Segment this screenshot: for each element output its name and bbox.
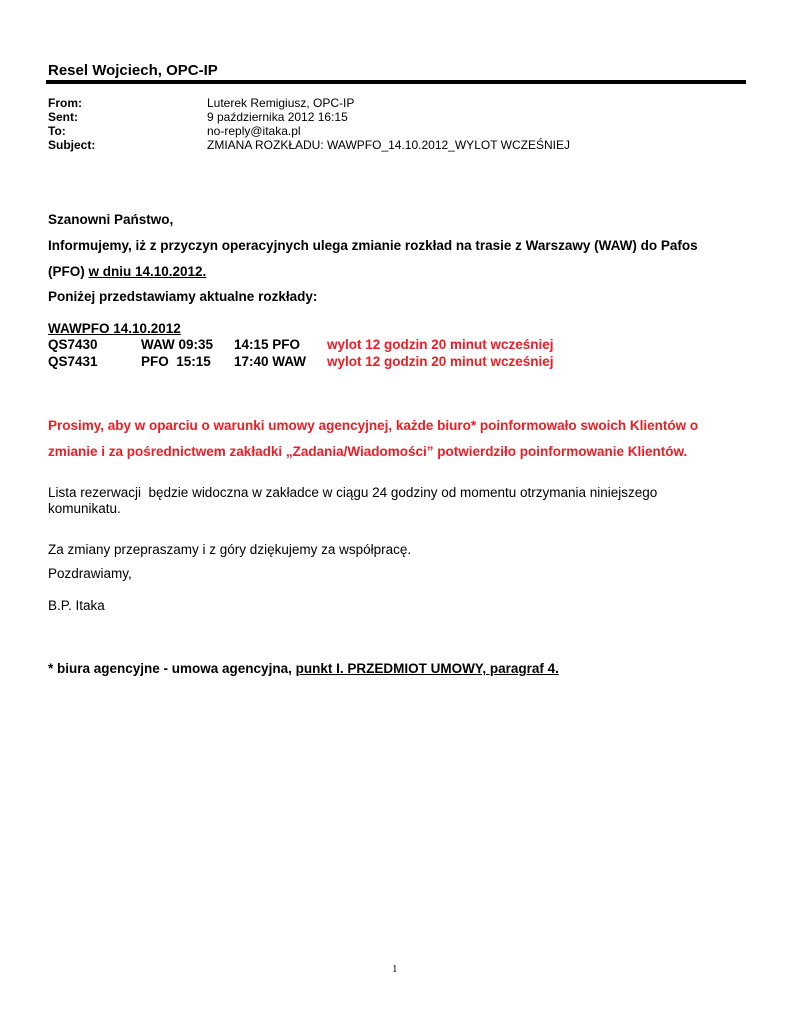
intro-date-underlined: w dniu 14.10.2012. <box>88 264 207 279</box>
current-schedules-heading: Poniżej przedstawiamy aktualne rozkłady: <box>48 289 318 304</box>
flight-arrival: 17:40 WAW <box>234 354 307 369</box>
footnote-prefix: * biura agencyjne - umowa agencyjna, <box>48 661 296 676</box>
apology-text: Za zmiany przepraszamy i z góry dziękujemy za współpracę. <box>48 542 412 557</box>
request-line-2: zmianie i za pośrednictwem zakładki „Zadania/Wiadomości” potwierdziło poinformowanie Klientów. <box>48 444 688 459</box>
signature: B.P. Itaka <box>48 598 105 613</box>
to-label: To: <box>48 124 66 138</box>
flight-arrival: 14:15 PFO <box>234 337 301 352</box>
footnote <box>48 661 559 676</box>
flight-note: wylot 12 godzin 20 minut wcześniej <box>327 354 554 369</box>
flight-note: wylot 12 godzin 20 minut wcześniej <box>327 337 554 352</box>
flight-departure: WAW 09:35 <box>141 337 214 352</box>
mailbox-owner-title: Resel Wojciech, OPC-IP <box>48 62 218 79</box>
flight-departure: PFO 15:15 <box>141 354 211 369</box>
intro-line-1: Informujemy, iż z przyczyn operacyjnych ulega zmianie rozkład na trasie z Warszawy (WAW) do Pafos <box>48 238 698 253</box>
flight-code: QS7431 <box>48 354 98 369</box>
intro-line-2-prefix: (PFO) <box>48 264 89 279</box>
subject-value: ZMIANA ROZKŁADU: WAWPFO_14.10.2012_WYLOT WCZEŚNIEJ <box>207 138 570 152</box>
list-info-line-1: Lista rezerwacji będzie widoczna w zakładce w ciągu 24 godziny od momentu otrzymania niniejszego <box>48 485 658 500</box>
from-value: Luterek Remigiusz, OPC-IP <box>207 96 355 110</box>
from-label: From: <box>48 96 82 110</box>
sent-label: Sent: <box>48 110 78 124</box>
request-line-1: Prosimy, aby w oparciu o warunki umowy agencyjnej, każde biuro* poinformowało swoich Klientów o <box>48 418 699 433</box>
intro-line-2 <box>48 264 206 279</box>
route-heading: WAWPFO 14.10.2012 <box>48 321 181 336</box>
header-divider <box>46 80 746 84</box>
flight-code: QS7430 <box>48 337 98 352</box>
to-value[interactable]: no-reply@itaka.pl <box>207 124 301 138</box>
subject-label: Subject: <box>48 138 96 152</box>
greeting: Szanowni Państwo, <box>48 212 174 227</box>
sent-value: 9 października 2012 16:15 <box>207 110 348 124</box>
regards-text: Pozdrawiamy, <box>48 566 132 581</box>
footnote-reference: punkt I. PRZEDMIOT UMOWY, paragraf 4. <box>295 661 559 676</box>
list-info-line-2: komunikatu. <box>48 501 121 516</box>
page-number: 1 <box>392 963 398 975</box>
